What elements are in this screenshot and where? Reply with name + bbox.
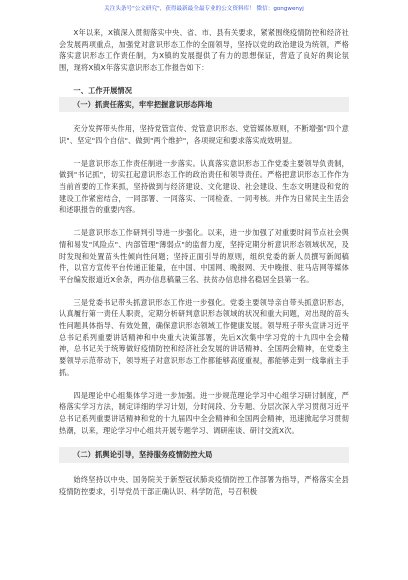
spacer — [59, 147, 349, 158]
body-paragraph: 充分发挥带头作用，坚持党管宣传、党管意识形态、党管媒体原则，不断增强"四个意识"、坚定"四个自信"、做到"两个维护"，各项规定和要求落实成效明显。 — [59, 124, 349, 145]
subsection-title: （二）抓舆论引导，坚持服务疫情防控大局 — [73, 450, 213, 460]
document-body — [59, 27, 349, 498]
subsection-heading — [59, 97, 349, 113]
body-paragraph: 二是意识形态工作研判引导进一步强化。以来，进一步加强了对重要时间节点社会舆情和易发"风险点"、内部管理"薄弱点"的监督力度，坚持定期分析意识形态领域状况，及时发现和处置苗头性倾向性问题；坚持正面引导的原则，组织党委的新人员撰写新闻稿件，以官方宣传平台传递正能量，在中国、中国网、晚报网、天中晚报、驻马店网等媒体平台编发报道近X余条，两办信息稿量三名、扶贫办信息排名稳居全县第一名。 — [59, 228, 349, 284]
body-paragraph: 始终坚持以中央、国务院关于新型冠状肺炎疫情防控工作部署为指导，严格落实全县疫情防控要求，引导党员干部正确认识、科学防范，号召积极 — [59, 475, 349, 496]
body-paragraph: 三是党委书记带头抓意识形态工作进一步强化。党委主要领导亲自带头抓意识形态，认真履行第一责任人职责，定期分析研判意识形态领域的状况和重大问题，对出现的苗头性问题具体指导、有效处置，确保意识形态领域工作健康发展。领导班子带头宣讲习近平总书记系列重要讲话精神和中央重大决策部署，先后X次集中学习党的十九四中全会精神，总书记关于统筹做好疫情防控和经济社会发展的讲话精神、全国两会精神，在党委主要领导示范带动下，领导班子对意识形态工作都能够高度重视，都能够走到一线靠前主手抓。 — [59, 297, 349, 377]
spacer — [59, 216, 349, 227]
spacer — [59, 436, 349, 447]
subsection-title: （一）抓责任落实，牢牢把握意识形态阵地 — [73, 99, 213, 109]
spacer — [59, 112, 349, 123]
intro-paragraph: X年以来，X镇深入贯彻落实中央、省、市、县有关要求，紧紧围绕疫情防控和经济社会发展两项重点，加强党对意识形态工作的全面领导，坚持以党的政治建设为统领，严格落实意识形态工作责任制，为X镇的发展提供了有力的思想保证，营造了良好的舆论氛围，现将X镇X年落实意识形态工作报告如下： — [59, 28, 349, 73]
spacer — [59, 74, 349, 85]
spacer — [59, 463, 349, 474]
spacer — [59, 379, 349, 390]
body-paragraph: 一是意识形态工作责任制进一步落实。认真落实意识形态工作党委主要领导负责制，做到"书记抓"，切实扛起意识形态工作的政治责任和领导责任。严格把意识形态工作作为当前首要的工作来抓，坚持做到与经济建设、文化建设、社会建设、生态文明建设和党的建设工作紧密结合，一同部署、一同落实、一同检查、一同考核。并作为日常民主生活会和述职报告的重要内容。 — [59, 158, 349, 215]
spacer — [59, 286, 349, 297]
section-heading: 一、工作开展情况 — [73, 85, 133, 95]
body-paragraph: 四是理论中心组集体学习进一步加强。进一步规范理论学习中心组学习研讨制度，严格落实学习方法，制定详细的学习计划，分时间段、分专题、分层次深入学习贯彻习近平总书记系列重要讲话精神和党的十九届四中全会精神和全国两会精神，迅速掀起学习贯彻热潮，以来，理论学习中心组共开展专题学习、调研座谈、研讨交流X次。 — [59, 390, 349, 435]
subsection-heading — [59, 447, 349, 463]
header-banner: 关注头条号"公文研究"，获得最新最全最专业的公文资料库！ 微信：gongwenyj — [104, 6, 304, 12]
